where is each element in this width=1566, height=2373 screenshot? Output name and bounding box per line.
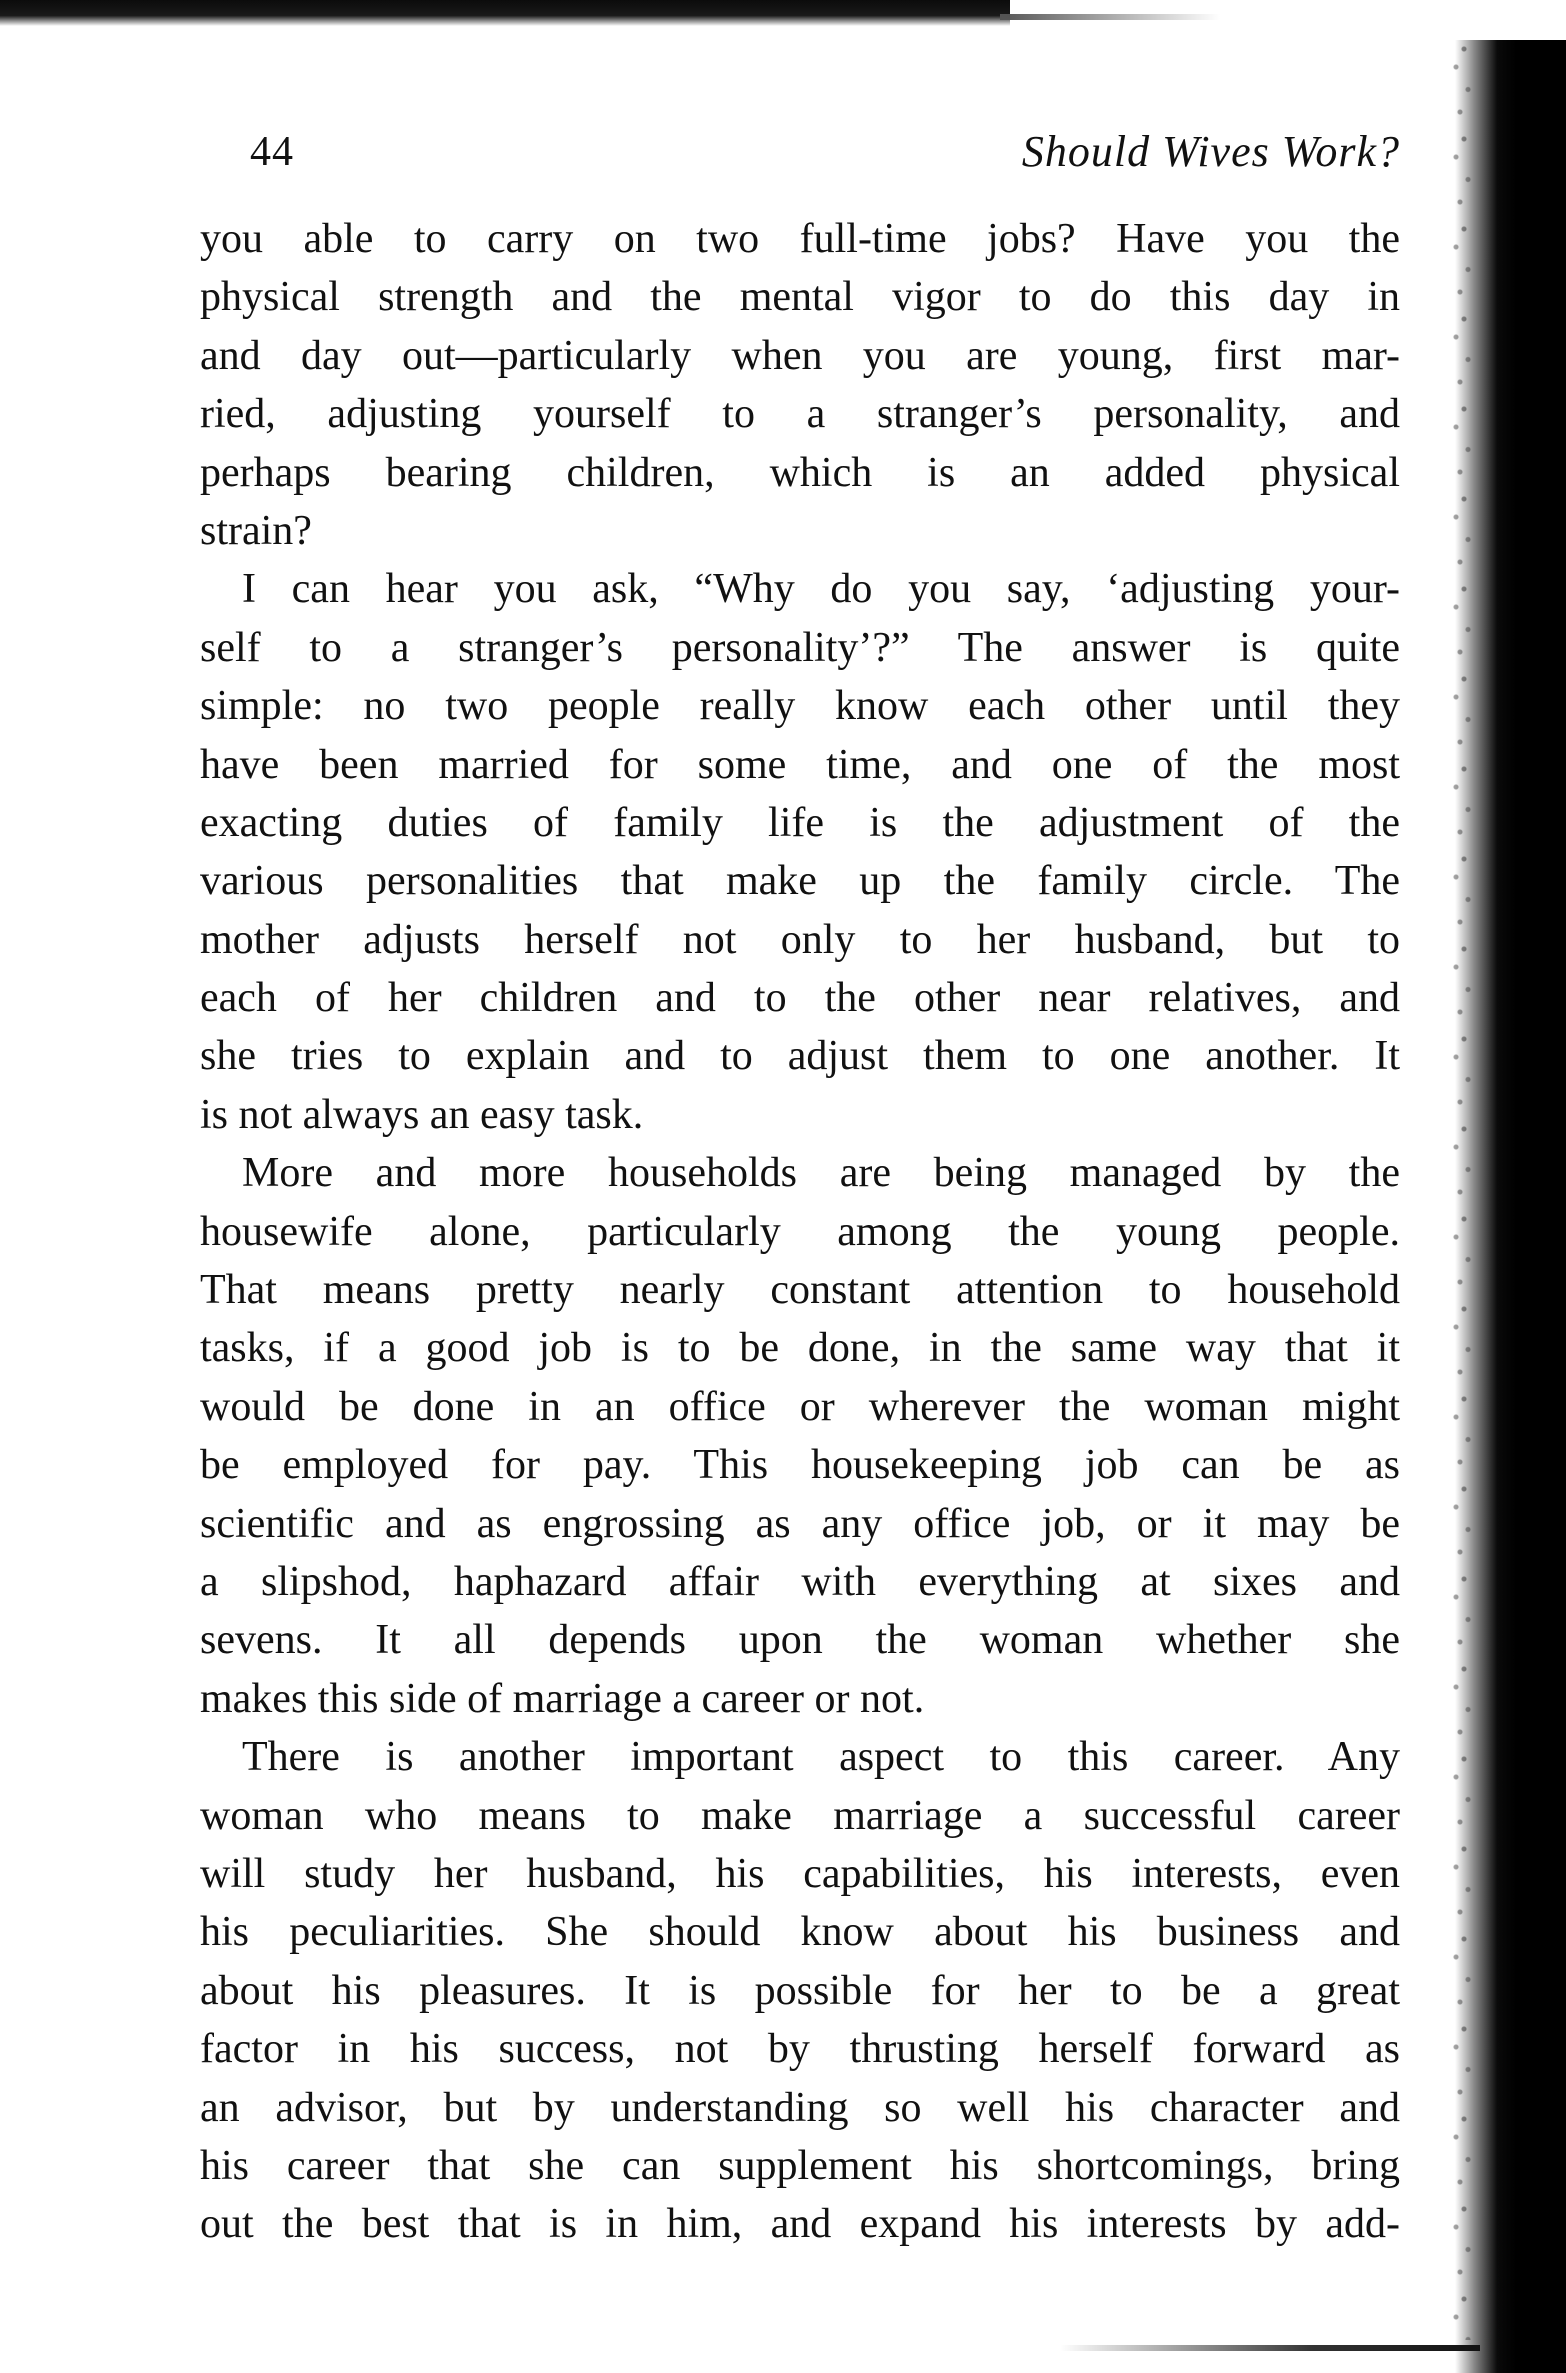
text-line: she tries to explain and to adjust them to one another. It <box>200 1033 1400 1080</box>
text-line: each of her children and to the other near relatives, and <box>200 975 1400 1022</box>
text-line: More and more households are being managed by the <box>242 1150 1400 1197</box>
scan-edge-speckle <box>1440 40 1480 2340</box>
text-line: physical strength and the mental vigor to do this day in <box>200 274 1400 321</box>
page-number: 44 <box>250 129 294 175</box>
text-line: scientific and as engrossing as any office job, or it may be <box>200 1500 1400 1547</box>
text-line: would be done in an office or wherever the woman might <box>200 1383 1400 1430</box>
text-line: woman who means to make marriage a successful career <box>200 1792 1400 1839</box>
scan-top-edge <box>0 0 1010 26</box>
text-line: be employed for pay. This housekeeping job can be as <box>200 1442 1400 1489</box>
text-line: is not always an easy task. <box>200 1091 644 1138</box>
running-title: Should Wives Work? <box>1021 127 1400 176</box>
text-line: mother adjusts herself not only to her husband, but to <box>200 916 1400 963</box>
text-line: strain? <box>200 507 312 554</box>
text-line: self to a stranger’s personality’?” The answer is quite <box>200 624 1400 671</box>
text-line: housewife alone, particularly among the young people. <box>200 1208 1400 1255</box>
text-line: simple: no two people really know each other until they <box>200 683 1400 730</box>
running-head <box>200 122 1400 182</box>
text-line: factor in his success, not by thrusting herself forward as <box>200 2026 1400 2073</box>
text-line: That means pretty nearly constant attention to household <box>200 1267 1400 1314</box>
text-line: out the best that is in him, and expand his interests by add- <box>200 2201 1400 2248</box>
scan-top-edge-fade <box>1000 14 1220 20</box>
text-line: have been married for some time, and one of the most <box>200 741 1400 788</box>
text-line: a slipshod, haphazard affair with everything at sixes and <box>200 1558 1400 1605</box>
text-line: exacting duties of family life is the adjustment of the <box>200 799 1400 846</box>
text-line: his career that she can supplement his shortcomings, bring <box>200 2142 1400 2189</box>
text-line: various personalities that make up the family circle. The <box>200 858 1400 905</box>
text-line: tasks, if a good job is to be done, in the same way that it <box>200 1325 1400 1372</box>
body-text <box>200 210 1400 2254</box>
scan-bottom-edge <box>1060 2345 1480 2351</box>
text-line: perhaps bearing children, which is an added physical <box>200 449 1400 496</box>
text-line: you able to carry on two full-time jobs? Have you the <box>200 216 1400 262</box>
text-line: I can hear you ask, “Why do you say, ‘adjusting your- <box>242 566 1400 613</box>
text-line: sevens. It all depends upon the woman whether she <box>200 1617 1400 1664</box>
text-line: makes this side of marriage a career or not. <box>200 1675 925 1722</box>
text-line: will study her husband, his capabilities, his interests, even <box>200 1850 1400 1897</box>
text-line: and day out—particularly when you are young, first mar- <box>200 332 1400 379</box>
text-line: an advisor, but by understanding so well his character and <box>200 2084 1400 2131</box>
text-line: ried, adjusting yourself to a stranger’s personality, and <box>200 391 1400 438</box>
text-line: about his pleasures. It is possible for her to be a great <box>200 1967 1400 2014</box>
text-line: There is another important aspect to this career. Any <box>242 1734 1400 1781</box>
text-line: his peculiarities. She should know about his business and <box>200 1909 1400 1956</box>
